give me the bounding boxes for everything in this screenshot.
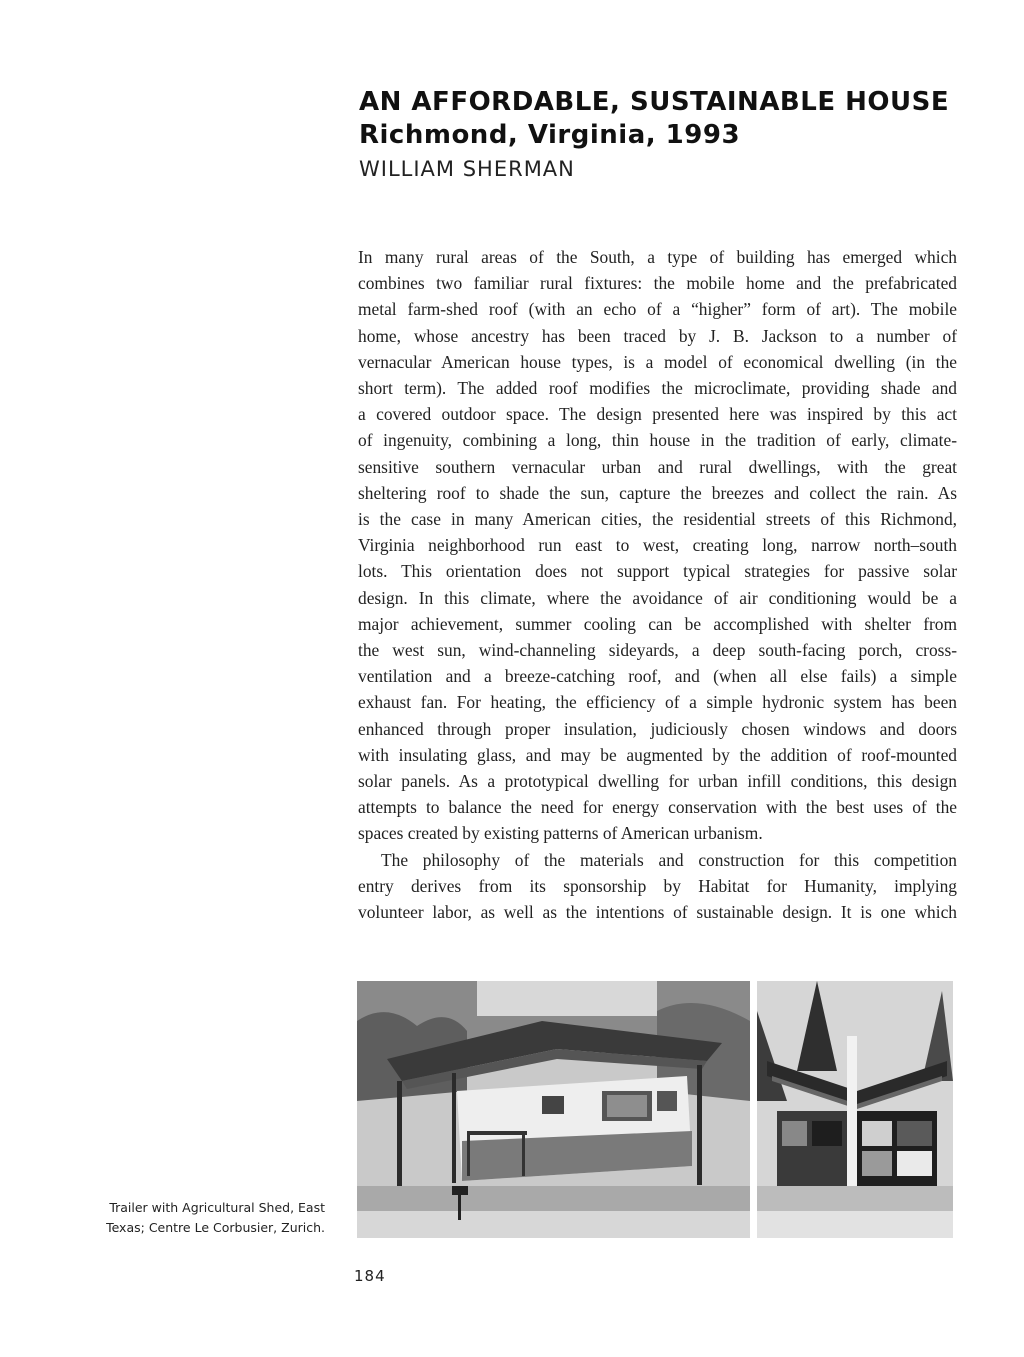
- title-line-1: AN AFFORDABLE, SUSTAINABLE HOUSE: [359, 87, 950, 117]
- text-line: is the case in many American cities, the residential streets of this Richmond,: [358, 509, 957, 530]
- text-line: vernacular American house types, is a model of economical dwelling (in the: [358, 351, 957, 372]
- article-title: [359, 86, 979, 152]
- text-line: spaces created by existing patterns of American urbanism.: [358, 823, 763, 844]
- text-line: sensitive southern vernacular urban and rural dwellings, with the great: [358, 456, 957, 477]
- text-line: In many rural areas of the South, a type of building has emerged which: [358, 247, 957, 267]
- text-line: a covered outdoor space. The design presented here was inspired by this act: [358, 404, 957, 425]
- paragraph-1: [358, 244, 957, 847]
- article-body: [358, 244, 957, 925]
- text-line: of ingenuity, combining a long, thin house in the tradition of early, climate-: [358, 430, 957, 451]
- text-line: attempts to balance the need for energy conservation with the best uses of the: [358, 797, 957, 818]
- text-line: ventilation and a breeze-catching roof, and (when all else fails) a simple: [358, 666, 957, 687]
- text-line: exhaust fan. For heating, the efficiency of a simple hydronic system has been: [358, 692, 957, 713]
- text-line: short term). The added roof modifies the microclimate, providing shade and: [358, 378, 957, 399]
- centre-le-corbusier-photo: [757, 981, 953, 1238]
- text-line: lots. This orientation does not support typical strategies for passive solar: [358, 561, 957, 582]
- text-line: home, whose ancestry has been traced by J. B. Jackson to a number of: [358, 325, 957, 346]
- caption-line-2: Texas; Centre Le Corbusier, Zurich.: [106, 1220, 325, 1235]
- trailer-shed-illustration: [357, 981, 750, 1238]
- text-line: sheltering roof to shade the sun, capture the breezes and collect the rain. As: [358, 482, 957, 503]
- author-name: WILLIAM SHERMAN: [359, 157, 575, 181]
- text-line: design. In this climate, where the avoidance of air conditioning would be a: [358, 587, 957, 608]
- page-number: 184: [354, 1267, 386, 1285]
- title-line-2: Richmond, Virginia, 1993: [359, 120, 741, 150]
- text-line: enhanced through proper insulation, judiciously chosen windows and doors: [358, 718, 957, 739]
- le-corbusier-illustration: [757, 981, 953, 1238]
- text-line: the west sun, wind-channeling sideyards, a deep south-facing porch, cross-: [358, 640, 957, 661]
- text-line: with insulating glass, and may be augmented by the addition of roof-mounted: [358, 744, 957, 765]
- caption-line-1: Trailer with Agricultural Shed, East: [109, 1200, 325, 1215]
- text-line: solar panels. As a prototypical dwelling for urban infill conditions, this design: [358, 771, 957, 792]
- figure-caption: [80, 1198, 325, 1238]
- text-line: combines two familiar rural fixtures: the mobile home and the prefabricated: [358, 273, 957, 294]
- text-line: entry derives from its sponsorship by Habitat for Humanity, implying: [358, 875, 957, 896]
- text-line: major achievement, summer cooling can be accomplished with shelter from: [358, 613, 957, 634]
- text-line: volunteer labor, as well as the intentions of sustainable design. It is one which: [358, 902, 957, 923]
- trailer-shed-photo: [357, 981, 750, 1238]
- text-line: Virginia neighborhood run east to west, creating long, narrow north–south: [358, 535, 957, 556]
- text-line: metal farm-shed roof (with an echo of a “higher” form of art). The mobile: [358, 299, 957, 320]
- paragraph-2: [358, 847, 957, 926]
- text-line: The philosophy of the materials and construction for this competition: [381, 849, 957, 870]
